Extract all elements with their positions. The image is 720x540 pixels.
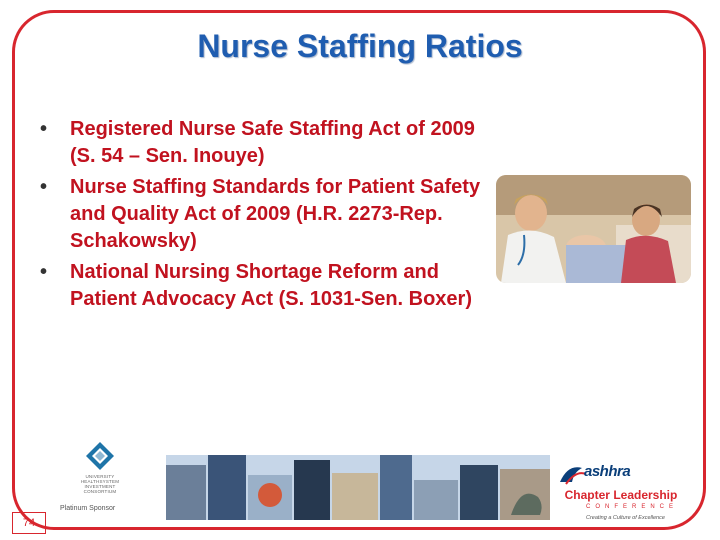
bullet-dot-icon: • xyxy=(40,118,48,140)
conference-org: ashhra xyxy=(584,463,631,480)
conference-tagline: Creating a Culture of Excellence xyxy=(586,515,665,521)
sponsor-caption: Platinum Sponsor xyxy=(60,505,116,512)
page-number: 74 xyxy=(12,512,46,534)
bullet-text: Registered Nurse Safe Staffing Act of 2009 (S. 54 – Sen. Inouye) xyxy=(70,118,475,167)
bullet-text: National Nursing Shortage Reform and Patient Advocacy Act (S. 1031-Sen. Boxer) xyxy=(70,261,472,310)
bullet-item xyxy=(40,116,490,170)
conference-subtitle: CONFERENCE xyxy=(586,504,679,510)
bullet-dot-icon: • xyxy=(40,261,48,283)
bullet-list xyxy=(40,116,490,317)
slide-title: Nurse Staffing Ratios xyxy=(197,28,523,64)
bullet-dot-icon: • xyxy=(40,176,48,198)
nurses-photo xyxy=(496,175,691,283)
bullet-item xyxy=(40,174,490,255)
bullet-text: Nurse Staffing Standards for Patient Safety and Quality Act of 2009 (H.R. 2273-Rep. Schakowsky) xyxy=(70,176,481,252)
chicago-skyline-banner xyxy=(166,455,550,520)
sponsor-text: UNIVERSITY HEALTHSYSTEM INVESTMENT CONSORTIUM xyxy=(80,474,120,494)
bullet-item xyxy=(40,259,490,313)
conference-title: Chapter Leadership xyxy=(564,488,678,502)
